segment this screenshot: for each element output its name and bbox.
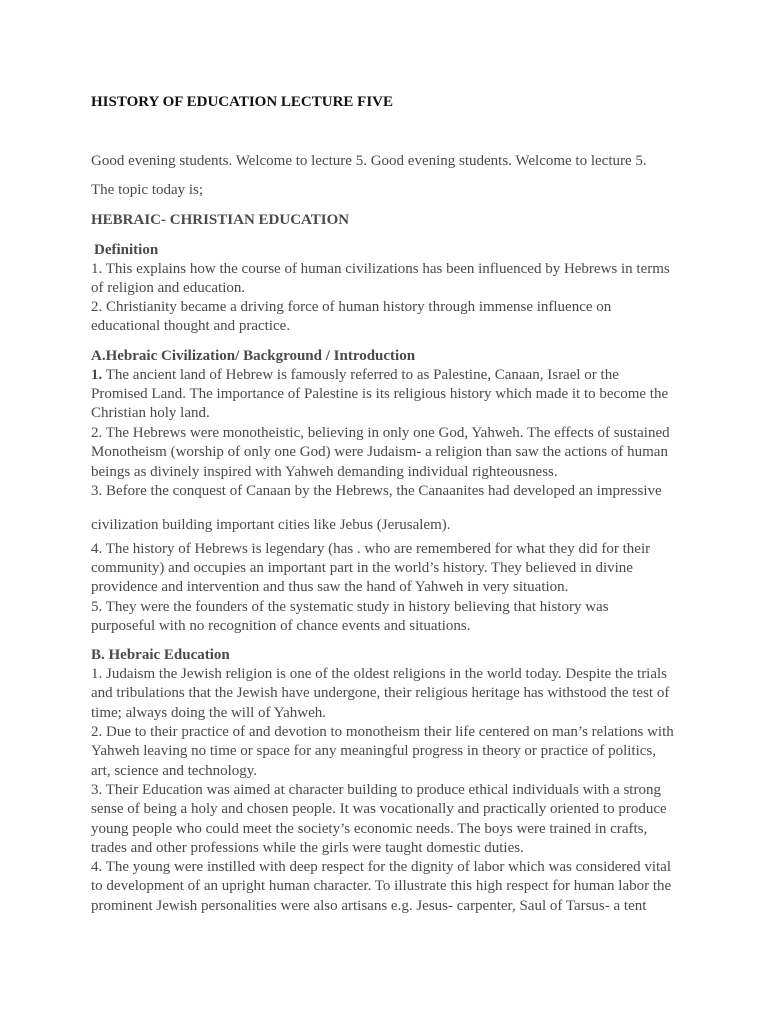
section-b-line: and tribulations that the Jewish have undergone, their religious heritage has withstood the test of [91, 685, 670, 701]
intro-paragraph: Good evening students. Welcome to lecture 5. Good evening students. Welcome to lecture 5. [91, 153, 647, 169]
section-a-line: Promised Land. The importance of Palestine is its religious history which made it to become the [91, 386, 669, 402]
section-a-line: purposeful with no recognition of chance events and situations. [91, 618, 471, 634]
section-b-line: young people who could meet the society’s economic needs. The boys were trained in crafts, [91, 821, 648, 837]
section-a-line: Christian holy land. [91, 405, 210, 421]
definition-line: 1. This explains how the course of human civilizations has been influenced by Hebrews in terms [91, 261, 670, 277]
definition-line: of religion and education. [91, 280, 246, 296]
section-a-line [91, 366, 619, 385]
section-a-first-text: The ancient land of Hebrew is famously referred to as Palestine, Canaan, Israel or the [102, 367, 619, 383]
section-a-line: providence and intervention and thus saw the hand of Yahweh in very situation. [91, 579, 569, 595]
section-a-continued-line: civilization building important cities like Jebus (Jerusalem). [91, 517, 451, 533]
section-b-line: to development of an upright human character. To illustrate this high respect for human labor the [91, 878, 672, 894]
section-a-heading: A.Hebraic Civilization/ Background / Introduction [91, 348, 416, 364]
definition-line: educational thought and practice. [91, 318, 291, 334]
section-a-line: beings as divinely inspired with Yahweh demanding individual righteousness. [91, 464, 558, 480]
section-b-line: time; always doing the will of Yahweh. [91, 705, 326, 721]
definition-line: 2. Christianity became a driving force of human history through immense influence on [91, 299, 612, 315]
section-b-line: 2. Due to their practice of and devotion to monotheism their life centered on man’s relations with [91, 724, 674, 740]
topic-heading: HEBRAIC- CHRISTIAN EDUCATION [91, 212, 350, 228]
section-b-line: sense of being a holy and chosen people. It was vocationally and practically oriented to produce [91, 801, 667, 817]
section-a-line: Monotheism (worship of only one God) were Judaism- a religion than saw the actions of human [91, 444, 668, 460]
definition-heading: Definition [94, 242, 159, 258]
section-a-line: 3. Before the conquest of Canaan by the Hebrews, the Canaanites had developed an impressive [91, 483, 662, 499]
section-a-first-number: 1. [91, 367, 103, 383]
section-b-line: 3. Their Education was aimed at character building to produce ethical individuals with a strong [91, 782, 661, 798]
topic-lead: The topic today is; [91, 182, 204, 198]
section-b-line: Yahweh leaving no time or space for any meaningful progress in theory or practice of politics, [91, 743, 656, 759]
section-b-line: 1. Judaism the Jewish religion is one of the oldest religions in the world today. Despite the trials [91, 666, 668, 682]
section-b-line: art, science and technology. [91, 763, 258, 779]
section-a-line: community) and occupies an important part in the world’s history. They believed in divine [91, 560, 633, 576]
section-a-line: 5. They were the founders of the systematic study in history believing that history was [91, 599, 609, 615]
section-b-line: trades and other professions while the girls were taught domestic duties. [91, 840, 524, 856]
section-b-line: 4. The young were instilled with deep respect for the dignity of labor which was considered vital [91, 859, 671, 875]
section-a-line: 2. The Hebrews were monotheistic, believing in only one God, Yahweh. The effects of sustained [91, 425, 670, 441]
section-b-line: prominent Jewish personalities were also artisans e.g. Jesus- carpenter, Saul of Tarsus- a tent [91, 898, 647, 914]
document-title: HISTORY OF EDUCATION LECTURE FIVE [91, 94, 394, 110]
section-a-line: 4. The history of Hebrews is legendary (has . who are remembered for what they did for their [91, 541, 651, 557]
section-b-heading: B. Hebraic Education [91, 647, 230, 663]
